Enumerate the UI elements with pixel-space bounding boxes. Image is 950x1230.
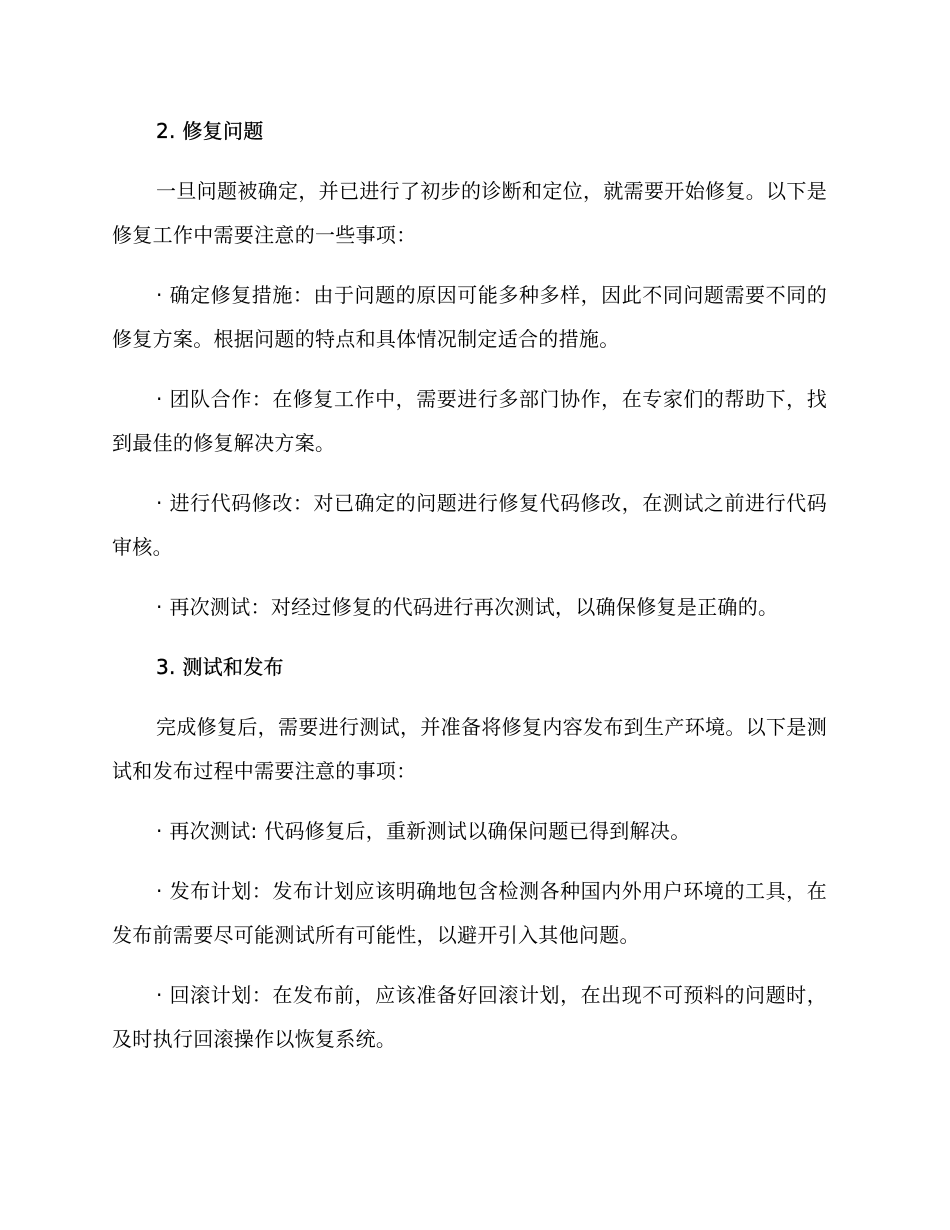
section-heading-fix: 2. 修复问题	[156, 119, 264, 143]
bullet-retest: · 再次测试：对经过修复的代码进行再次测试，以确保修复是正确的。	[156, 595, 779, 619]
paragraph-fix-intro: 一旦问题被确定，并已进行了初步的诊断和定位，就需要开始修复。以下是修复工作中需要注意的一些事项：	[112, 179, 827, 247]
bullet-team-collaboration: · 团队合作：在修复工作中，需要进行多部门协作，在专家们的帮助下，找到最佳的修复解决方案。	[112, 387, 827, 455]
bullet-code-modification: · 进行代码修改：对已确定的问题进行修复代码修改，在测试之前进行代码审核。	[112, 491, 827, 559]
section-heading-test-release: 3. 测试和发布	[156, 655, 284, 679]
bullet-fix-measures: · 确定修复措施：由于问题的原因可能多种多样，因此不同问题需要不同的修复方案。根据问题的特点和具体情况制定适合的措施。	[112, 283, 827, 351]
bullet-rollback-plan: · 回滚计划：在发布前，应该准备好回滚计划，在出现不可预料的问题时，及时执行回滚操作以恢复系统。	[112, 983, 827, 1051]
paragraph-test-release-intro: 完成修复后，需要进行测试，并准备将修复内容发布到生产环境。以下是测试和发布过程中需要注意的事项：	[112, 715, 827, 783]
document-body	[112, 109, 827, 1061]
bullet-release-plan: · 发布计划：发布计划应该明确地包含检测各种国内外用户环境的工具，在发布前需要尽可能测试所有可能性，以避开引入其他问题。	[112, 879, 827, 947]
bullet-retest-after-fix: · 再次测试: 代码修复后，重新测试以确保问题已得到解决。	[156, 819, 691, 843]
